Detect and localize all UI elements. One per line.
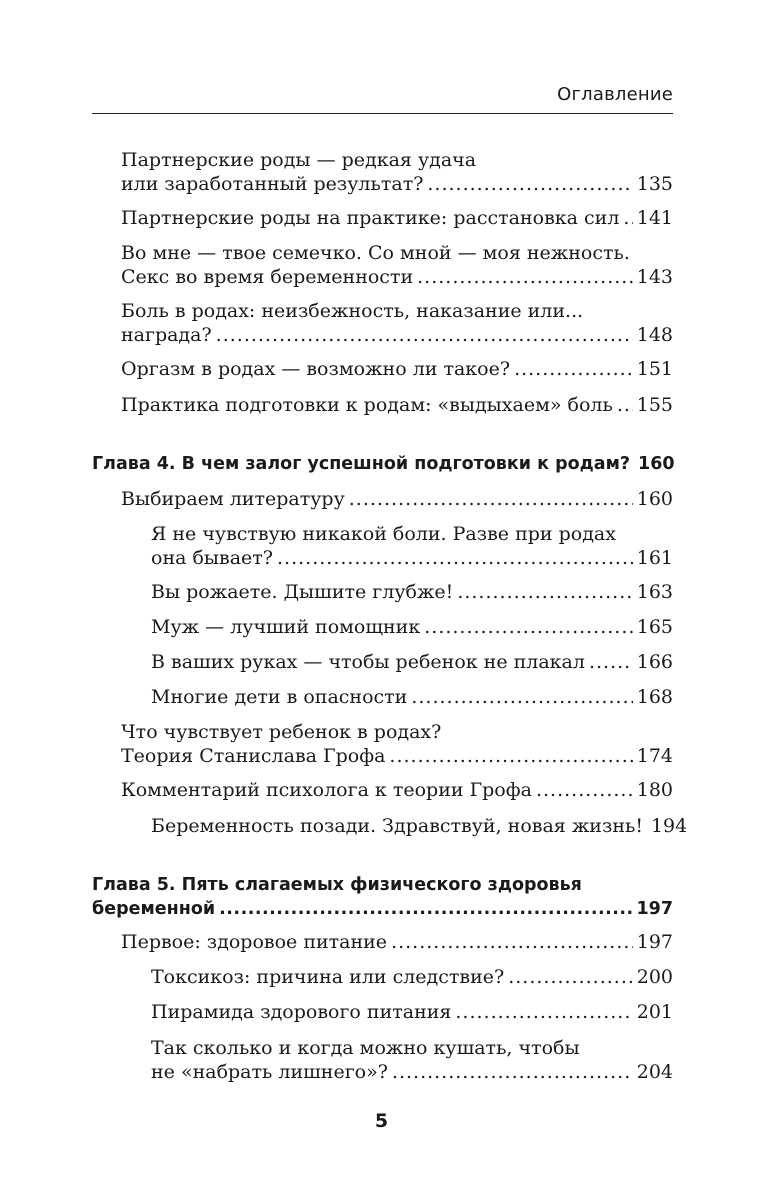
leader-dots <box>617 393 633 417</box>
toc-entry-title: не «набрать лишнего»? <box>151 1061 388 1083</box>
toc-entry[interactable] <box>121 206 673 230</box>
toc-page-number: 161 <box>636 547 673 569</box>
leader-dots <box>623 206 632 230</box>
toc-chapter-entry[interactable] <box>92 452 673 476</box>
toc-entry-title: Муж — лучший помощник <box>151 616 421 638</box>
leader-dots <box>391 930 633 954</box>
toc-entry[interactable] <box>121 148 673 196</box>
toc-page-number: 174 <box>636 745 673 767</box>
leader-dots <box>536 778 633 802</box>
toc-entry-title-line: Партнерские роды — редкая удача <box>121 149 477 171</box>
toc-entry-title: Практика подготовки к родам: «выдыхаем» боль <box>121 394 613 416</box>
toc-subentry[interactable] <box>151 685 673 709</box>
toc-page-number: 204 <box>636 1061 673 1083</box>
toc-entry-title: Теория Станислава Грофа <box>121 745 386 767</box>
toc-entry-title-line: Боль в родах: неизбежность, наказание или... <box>121 300 584 322</box>
toc-subentry[interactable] <box>151 1036 673 1084</box>
toc-subentry[interactable] <box>151 580 673 604</box>
toc-subentry[interactable] <box>151 615 673 639</box>
leader-dots <box>349 487 633 511</box>
toc-chapter-title: беременной <box>92 899 216 919</box>
leader-dots <box>277 546 633 570</box>
toc-entry-title: или заработанный результат? <box>121 173 424 195</box>
toc-chapter-title: Глава 4. В чем залог успешной подготовки к родам? <box>92 454 631 474</box>
toc-entry-title: она бывает? <box>151 547 273 569</box>
toc-subentry[interactable] <box>151 965 673 989</box>
leader-dots <box>219 897 632 921</box>
toc-page-number: 194 <box>650 815 688 837</box>
toc-entry-title: Беременность позади. Здравствуй, новая жизнь! <box>151 815 643 837</box>
leader-dots <box>508 965 633 989</box>
toc-page-number: 165 <box>636 616 673 638</box>
page-number: 5 <box>374 1110 389 1132</box>
toc-entry-title: Многие дети в опасности <box>151 686 408 708</box>
toc-page-number: 201 <box>636 1001 673 1023</box>
toc-entry-title: Вы рожаете. Дышите глубже! <box>151 581 454 603</box>
toc-page-number: 141 <box>636 207 673 229</box>
toc-entry-title-line: Во мне — твое семечко. Со мной — моя нежность. <box>121 242 630 264</box>
toc-page-number: 160 <box>638 454 675 474</box>
toc-entry-title: Комментарий психолога к теории Грофа <box>121 779 532 801</box>
toc-entry-title: Оргазм в родах — возможно ли такое? <box>121 358 511 380</box>
toc-entry-title: Первое: здоровое питание <box>121 931 388 953</box>
toc-entry[interactable] <box>121 930 673 954</box>
leader-dots <box>411 685 632 709</box>
toc-chapter-title-line: Глава 5. Пять слагаемых физического здоровья <box>92 875 582 895</box>
toc-entry-title: награда? <box>121 324 212 346</box>
leader-dots <box>514 357 633 381</box>
leader-dots <box>392 1060 633 1084</box>
toc-entry[interactable] <box>121 299 673 347</box>
toc-page-number: 143 <box>636 266 673 288</box>
toc-entry[interactable] <box>121 241 673 289</box>
toc-subentry[interactable] <box>151 814 688 838</box>
toc-entry-title-line: Так сколько и когда можно кушать, чтобы <box>151 1037 580 1059</box>
toc-entry-title: Секс во время беременности <box>121 266 414 288</box>
toc-subentry[interactable] <box>151 522 673 570</box>
toc-chapter-entry[interactable] <box>92 873 673 921</box>
toc-page-number: 151 <box>636 358 673 380</box>
toc-page-number: 148 <box>636 324 673 346</box>
leader-dots <box>216 323 633 347</box>
toc-subentry[interactable] <box>151 650 673 674</box>
toc-entry-title: Выбираем литературу <box>121 488 345 510</box>
toc-page-number: 160 <box>636 488 673 510</box>
toc-entry[interactable] <box>121 357 673 381</box>
toc-entry[interactable] <box>121 778 673 802</box>
toc-entry[interactable] <box>121 720 673 768</box>
toc-entry-title: Пирамида здорового питания <box>151 1001 452 1023</box>
toc-page-number: 197 <box>636 899 673 919</box>
toc-page-number: 135 <box>636 173 673 195</box>
toc-entry[interactable] <box>121 487 673 511</box>
toc-entry-title-line: Я не чувствую никакой боли. Разве при родах <box>151 523 616 545</box>
leader-dots <box>424 615 633 639</box>
toc-page-number: 163 <box>636 581 673 603</box>
toc-entry[interactable] <box>121 393 673 417</box>
toc-page-number: 200 <box>636 966 673 988</box>
toc-page-number: 155 <box>636 394 673 416</box>
leader-dots <box>589 650 633 674</box>
toc-entry-title: Партнерские роды на практике: расстановка сил <box>121 207 620 229</box>
header-rule <box>92 113 673 114</box>
toc-page-number: 197 <box>636 931 673 953</box>
toc-entry-title: В ваших руках — чтобы ребенок не плакал <box>151 651 585 673</box>
leader-dots <box>457 580 632 604</box>
leader-dots <box>455 1000 632 1024</box>
leader-dots <box>427 172 632 196</box>
toc-page-number: 168 <box>636 686 673 708</box>
toc-entry-title-line: Что чувствует ребенок в родах? <box>121 721 442 743</box>
leader-dots <box>417 265 633 289</box>
toc-entry-title: Токсикоз: причина или следствие? <box>151 966 505 988</box>
leader-dots <box>389 744 632 768</box>
toc-page-number: 180 <box>636 779 673 801</box>
toc-subentry[interactable] <box>151 1000 673 1024</box>
toc-page-number: 166 <box>636 651 673 673</box>
running-header: Оглавление <box>557 84 673 105</box>
